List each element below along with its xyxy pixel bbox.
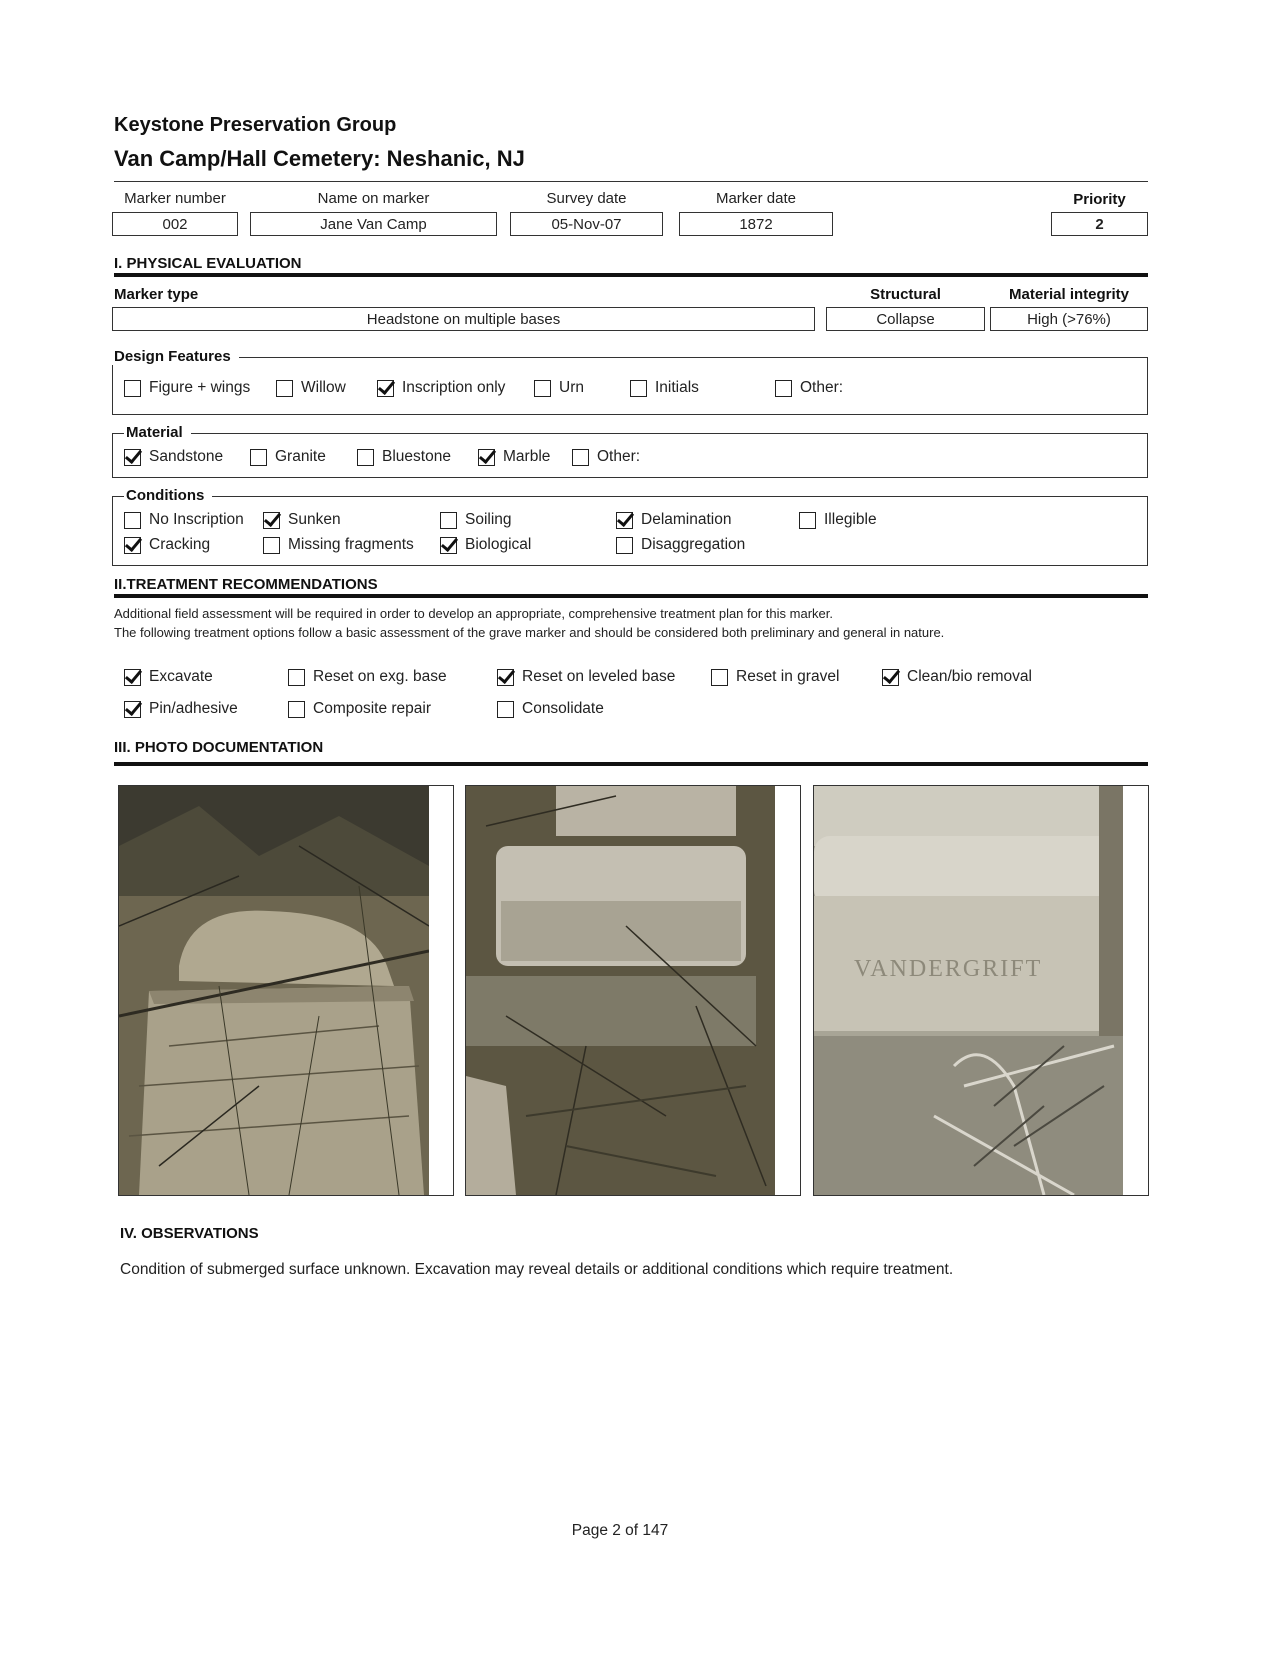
photo-inscribed-base[interactable] xyxy=(813,785,1149,1196)
condition-illegible-checkbox[interactable]: Illegible xyxy=(799,511,877,529)
checkbox-icon xyxy=(440,512,457,529)
physical-section-title: I. PHYSICAL EVALUATION xyxy=(114,255,302,272)
checkbox-icon xyxy=(288,701,305,718)
marker-date-label: Marker date xyxy=(715,190,797,207)
integrity-field[interactable]: High (>76%) xyxy=(990,307,1148,331)
survey-date-field[interactable]: 05-Nov-07 xyxy=(510,212,663,236)
material-title: Material xyxy=(124,424,191,441)
material-other-checkbox[interactable]: Other: xyxy=(572,448,640,466)
priority-field[interactable]: 2 xyxy=(1051,212,1148,236)
condition-cracking-checkbox[interactable]: Cracking xyxy=(124,536,210,554)
organization-title: Keystone Preservation Group xyxy=(114,114,397,136)
treatment-composite-repair-checkbox[interactable]: Composite repair xyxy=(288,700,431,718)
checkbox-checked-icon xyxy=(440,537,457,554)
checkbox-icon xyxy=(497,701,514,718)
marker-number-field[interactable]: 002 xyxy=(112,212,238,236)
material-bluestone-checkbox[interactable]: Bluestone xyxy=(357,448,451,466)
header-divider xyxy=(114,181,1148,182)
material-sandstone-checkbox[interactable]: Sandstone xyxy=(124,448,223,466)
material-marble-checkbox[interactable]: Marble xyxy=(478,448,550,466)
checkbox-checked-icon xyxy=(616,512,633,529)
design-inscription-only-checkbox[interactable]: Inscription only xyxy=(377,379,505,397)
checkbox-checked-icon xyxy=(497,669,514,686)
treatment-consolidate-checkbox[interactable]: Consolidate xyxy=(497,700,604,718)
checkbox-icon xyxy=(572,449,589,466)
photo-2-image xyxy=(466,786,775,1195)
condition-missing-fragments-checkbox[interactable]: Missing fragments xyxy=(263,536,414,554)
treatment-pin-adhesive-checkbox[interactable]: Pin/adhesive xyxy=(124,700,238,718)
condition-biological-checkbox[interactable]: Biological xyxy=(440,536,531,554)
treatment-reset-exg-base-checkbox[interactable]: Reset on exg. base xyxy=(288,668,447,686)
checkbox-icon xyxy=(534,380,551,397)
checkbox-icon xyxy=(616,537,633,554)
svg-text:VANDERGRIFT: VANDERGRIFT xyxy=(854,956,1043,982)
photo-divider xyxy=(114,762,1148,766)
treatment-section-title: II.TREATMENT RECOMMENDATIONS xyxy=(114,576,378,593)
checkbox-icon xyxy=(711,669,728,686)
checkbox-icon xyxy=(775,380,792,397)
checkbox-icon xyxy=(288,669,305,686)
checkbox-icon xyxy=(276,380,293,397)
photo-base-block[interactable] xyxy=(465,785,801,1196)
photo-section-title: III. PHOTO DOCUMENTATION xyxy=(114,739,324,756)
observations-section-title: IV. OBSERVATIONS xyxy=(120,1225,259,1242)
observations-text: Condition of submerged surface unknown. Excavation may reveal details or additional conditions which require treatment. xyxy=(120,1261,954,1278)
marker-name-label: Name on marker xyxy=(317,190,430,207)
design-features-title: Design Features xyxy=(112,348,239,365)
design-other-checkbox[interactable]: Other: xyxy=(775,379,843,397)
structural-field[interactable]: Collapse xyxy=(826,307,985,331)
checkbox-icon xyxy=(630,380,647,397)
checkbox-checked-icon xyxy=(882,669,899,686)
checkbox-icon xyxy=(357,449,374,466)
design-initials-checkbox[interactable]: Initials xyxy=(630,379,699,397)
treatment-clean-bio-checkbox[interactable]: Clean/bio removal xyxy=(882,668,1032,686)
condition-disaggregation-checkbox[interactable]: Disaggregation xyxy=(616,536,745,554)
marker-name-field[interactable]: Jane Van Camp xyxy=(250,212,497,236)
site-title: Van Camp/Hall Cemetery: Neshanic, NJ xyxy=(114,146,525,171)
conditions-group xyxy=(112,496,1148,566)
treatment-note-2: The following treatment options follow a basic assessment of the grave marker and should be considered both preliminary and general in nature. xyxy=(114,625,945,640)
marker-number-label: Marker number xyxy=(124,190,226,207)
design-willow-checkbox[interactable]: Willow xyxy=(276,379,346,397)
checkbox-icon xyxy=(124,380,141,397)
integrity-label: Material integrity xyxy=(1008,286,1130,303)
marker-type-field[interactable]: Headstone on multiple bases xyxy=(112,307,815,331)
page-number: Page 2 of 147 xyxy=(571,1522,669,1539)
treatment-reset-leveled-base-checkbox[interactable]: Reset on leveled base xyxy=(497,668,675,686)
design-urn-checkbox[interactable]: Urn xyxy=(534,379,584,397)
checkbox-checked-icon xyxy=(377,380,394,397)
condition-no-inscription-checkbox[interactable]: No Inscription xyxy=(124,511,244,529)
treatment-divider xyxy=(114,594,1148,598)
checkbox-icon xyxy=(263,537,280,554)
checkbox-icon xyxy=(250,449,267,466)
treatment-excavate-checkbox[interactable]: Excavate xyxy=(124,668,213,686)
physical-divider xyxy=(114,273,1148,277)
conditions-title: Conditions xyxy=(124,487,212,504)
condition-delamination-checkbox[interactable]: Delamination xyxy=(616,511,731,529)
condition-sunken-checkbox[interactable]: Sunken xyxy=(263,511,341,529)
treatment-note-1: Additional field assessment will be required in order to develop an appropriate, comprehensive treatment plan for this marker. xyxy=(114,606,833,621)
photo-headstone-fallen[interactable] xyxy=(118,785,454,1196)
checkbox-icon xyxy=(124,512,141,529)
priority-label: Priority xyxy=(1073,191,1126,208)
photo-1-image xyxy=(119,786,429,1195)
checkbox-checked-icon xyxy=(478,449,495,466)
survey-date-label: Survey date xyxy=(546,190,627,207)
structural-label: Structural xyxy=(870,286,941,303)
checkbox-checked-icon xyxy=(263,512,280,529)
checkbox-checked-icon xyxy=(124,701,141,718)
material-granite-checkbox[interactable]: Granite xyxy=(250,448,326,466)
checkbox-icon xyxy=(799,512,816,529)
treatment-reset-gravel-checkbox[interactable]: Reset in gravel xyxy=(711,668,839,686)
checkbox-checked-icon xyxy=(124,669,141,686)
checkbox-checked-icon xyxy=(124,449,141,466)
condition-soiling-checkbox[interactable]: Soiling xyxy=(440,511,512,529)
checkbox-checked-icon xyxy=(124,537,141,554)
design-figure-wings-checkbox[interactable]: Figure + wings xyxy=(124,379,250,397)
photo-3-image xyxy=(814,786,1123,1195)
marker-type-label: Marker type xyxy=(114,286,199,303)
marker-date-field[interactable]: 1872 xyxy=(679,212,833,236)
